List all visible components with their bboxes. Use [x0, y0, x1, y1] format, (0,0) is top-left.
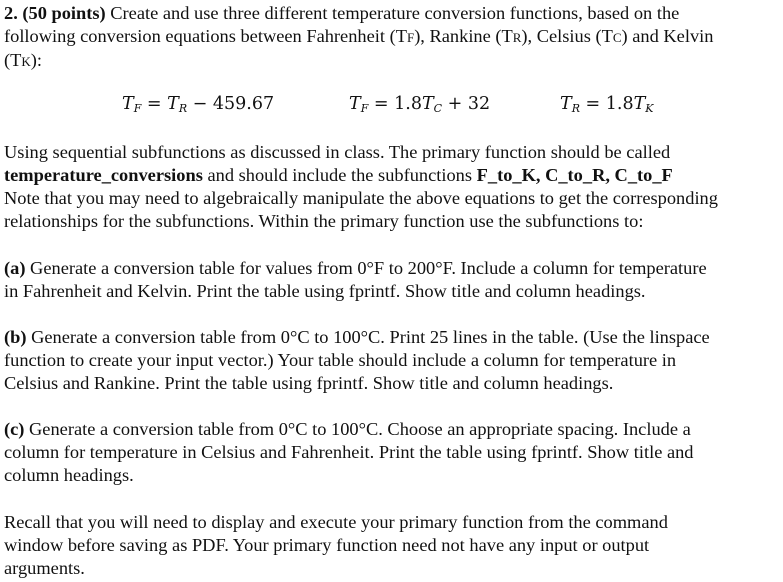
- part-b-line-3: Celsius and Rankine. Print the table using fprintf. Show title and column headings.: [4, 373, 614, 393]
- part-c-line-3: column headings.: [4, 465, 134, 485]
- primary-function-name: temperature_conversions: [4, 165, 203, 185]
- part-c-line-2: column for temperature in Celsius and Fahrenheit. Print the table using fprintf. Show title and: [4, 442, 694, 462]
- part-b-line-1: (b) Generate a conversion table from 0°C to 100°C. Print 25 lines in the table. (Use the linspace: [4, 327, 710, 347]
- subfunction-names: F_to_K, C_to_R, C_to_F: [476, 165, 673, 185]
- closing-line-1: Recall that you will need to display and execute your primary function from the command: [4, 512, 668, 532]
- part-c-label: (c): [4, 419, 25, 439]
- part-b-label: (b): [4, 327, 27, 347]
- part-c: [4, 418, 782, 487]
- closing-paragraph: [4, 511, 782, 580]
- closing-line-2: window before saving as PDF. Your primary function need not have any input or output: [4, 535, 650, 555]
- part-a: [4, 257, 782, 303]
- p2-line-2: temperature_conversions and should include the subfunctions F_to_K, C_to_R, C_to_F: [4, 165, 673, 185]
- p2-line-1: Using sequential subfunctions as discussed in class. The primary function should be called: [4, 142, 671, 162]
- intro-line-3: (TK):: [4, 50, 42, 70]
- equation-f-from-c: $T_F = 1.8T_C + 32$: [349, 94, 491, 115]
- equation-r-from-k: $T_R = 1.8T_K$: [560, 94, 654, 115]
- part-a-label: (a): [4, 258, 26, 278]
- problem-intro: [4, 2, 782, 73]
- problem-number: 2. (50 points): [4, 3, 106, 23]
- closing-line-3: arguments.: [4, 558, 85, 578]
- part-b: [4, 326, 782, 395]
- p2-line-4: relationships for the subfunctions. Within the primary function use the subfunctions to:: [4, 211, 644, 231]
- p2-line-3: Note that you may need to algebraically manipulate the above equations to get the corresponding: [4, 188, 718, 208]
- equations-row: [0, 94, 783, 120]
- part-a-line-2: in Fahrenheit and Kelvin. Print the table using fprintf. Show title and column headings.: [4, 281, 646, 301]
- part-c-line-1: (c) Generate a conversion table from 0°C to 100°C. Choose an appropriate spacing. Include a: [4, 419, 691, 439]
- instructions-paragraph: [4, 141, 782, 233]
- equation-f-from-r: $T_F = T_R - 459.67$: [122, 94, 275, 115]
- part-b-line-2: function to create your input vector.) Your table should include a column for temperature in: [4, 350, 677, 370]
- intro-line-1: 2. (50 points) Create and use three different temperature conversion functions, based on the: [4, 3, 680, 23]
- part-a-line-1: (a) Generate a conversion table for values from 0°F to 200°F. Include a column for temperature: [4, 258, 707, 278]
- intro-line-2: following conversion equations between Fahrenheit (TF), Rankine (TR), Celsius (TC) and Kelvin: [4, 26, 714, 46]
